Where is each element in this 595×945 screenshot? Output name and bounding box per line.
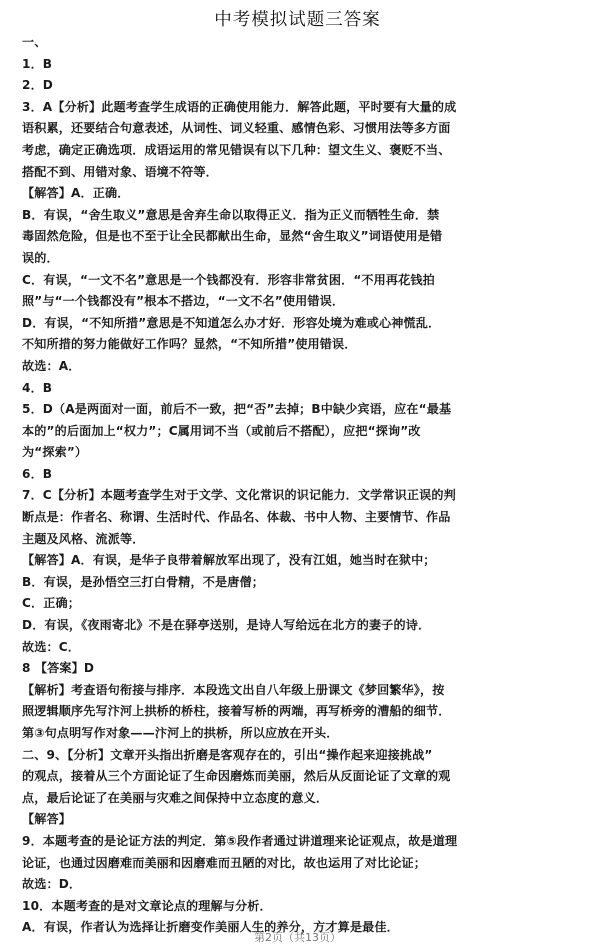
text-line: 主题及风格、流派等． [22, 531, 145, 546]
text-line: 1．B [22, 56, 53, 71]
text-line: 8 【答案】D [22, 661, 95, 676]
text-line: 【解答】A．正确． [22, 186, 130, 201]
text-line: 4．B [22, 380, 53, 395]
text-line: 【解答】 [22, 812, 71, 827]
text-line: 6．B [22, 466, 53, 481]
text-line: 二、9、【分析】文章开头指出折磨是客观存在的，引出“操作起来迎接挑战” [22, 747, 433, 762]
text-line: 7．C【分析】本题考查学生对于文学、文化常识的识记能力．文学常识正误的判 [22, 488, 456, 503]
text-line: 第③句点明写作对象——汴河上的拱桥，所以应放在开头． [22, 726, 339, 740]
text-line: 9．本题考查的是论证方法的判定．第⑤段作者通过讲道理来论证观点，故是道理 [22, 833, 458, 848]
text-line: 一、 [22, 35, 47, 49]
text-line: 误的． [22, 250, 59, 265]
text-line: D．有误，“不知所措”意思是不知道怎么办才好．形容处境为难或心神慌乱． [22, 315, 441, 330]
text-line: 搭配不到、用错对象、语境不符等． [22, 164, 218, 179]
text-line: 3．A【分析】此题考查学生成语的正确使用能力．解答此题，平时要有大量的成 [22, 99, 457, 114]
text-line: 不知所措的努力能做好工作吗？显然，“不知所措”使用错误． [22, 337, 357, 352]
text-line: D．有误，《夜雨寄北》不是在驿亭送别，是诗人写给远在北方的妻子的诗． [22, 618, 431, 633]
text-line: A．有误，作者认为选择让折磨变作美丽人生的养分，方才算是最佳． [22, 920, 399, 935]
text-line: 语积累，还要结合句意表述，从词性、词义轻重、感情色彩、习惯用法等多方面 [22, 121, 451, 136]
text-line: 故选：A． [22, 358, 81, 373]
text-line: 2．D [22, 78, 53, 93]
text-line: 10．本题考查的是对文章论点的理解与分析． [22, 898, 272, 913]
text-line: 照”与“一个钱都没有”根本不搭边，“一文不名”使用错误． [22, 294, 345, 309]
text-line: 点，最后论证了在美丽与灾难之间保持中立态度的意义． [22, 790, 329, 805]
text-line: 本的”的后面加上“权力”；C属用词不当（或前后不搭配），应把“探询”改 [22, 423, 421, 438]
text-line: 照逻辑顺序先写汴河上拱桥的桥柱，接着写桥的两端，再写桥旁的漕船的细节． [22, 704, 451, 719]
text-line: 为“探索”） [22, 445, 88, 460]
page-title: 中考模拟试题三答案 [214, 10, 381, 30]
text-line: B．有误，是孙悟空三打白骨精，不是唐僧； [22, 574, 264, 589]
text-line: 论证，也通过因磨难而美丽和因磨难而丑陋的对比，故也运用了对比论证； [22, 855, 427, 870]
text-line: 【解答】A．有误，是华子良带着解放军出现了，没有江姐，她当时在狱中； [22, 553, 436, 568]
text-line: 考虑，确定正确选项．成语运用的常见错误有以下几种：望文生义、褒贬不当、 [22, 142, 451, 157]
text-line: 毒固然危险，但是也不至于让全民都献出生命，显然“舍生取义”词语使用是错 [22, 229, 443, 244]
answer-text-body [22, 32, 582, 939]
page-footer: 第2页（共13页） [254, 931, 341, 944]
text-line: 故选：C． [22, 639, 81, 654]
text-line: 断点是：作者名、称谓、生活时代、作品名、体裁、书中人物、主要情节、作品 [22, 510, 451, 525]
text-line: 5．D（A是两面对一面，前后不一致，把“否”去掉；B中缺少宾语，应在“最基 [22, 402, 452, 417]
text-line: 的观点，接着从三个方面论证了生命因磨炼而美丽，然后从反面论证了文章的观 [22, 769, 451, 784]
text-line: 【解析】考查语句衔接与排序．本段选文出自八年级上册课文《梦回繁华》，按 [22, 682, 445, 697]
text-line: C．有误，“一文不名”意思是一个钱都没有．形容非常贫困．“不用再花钱拍 [22, 272, 435, 287]
text-line: C．正确； [22, 596, 81, 611]
text-line: B．有误，“舍生取义”意思是舍弃生命以取得正义．指为正义而牺牲生命．禁 [22, 207, 440, 222]
text-line: 故选：D． [22, 877, 82, 892]
